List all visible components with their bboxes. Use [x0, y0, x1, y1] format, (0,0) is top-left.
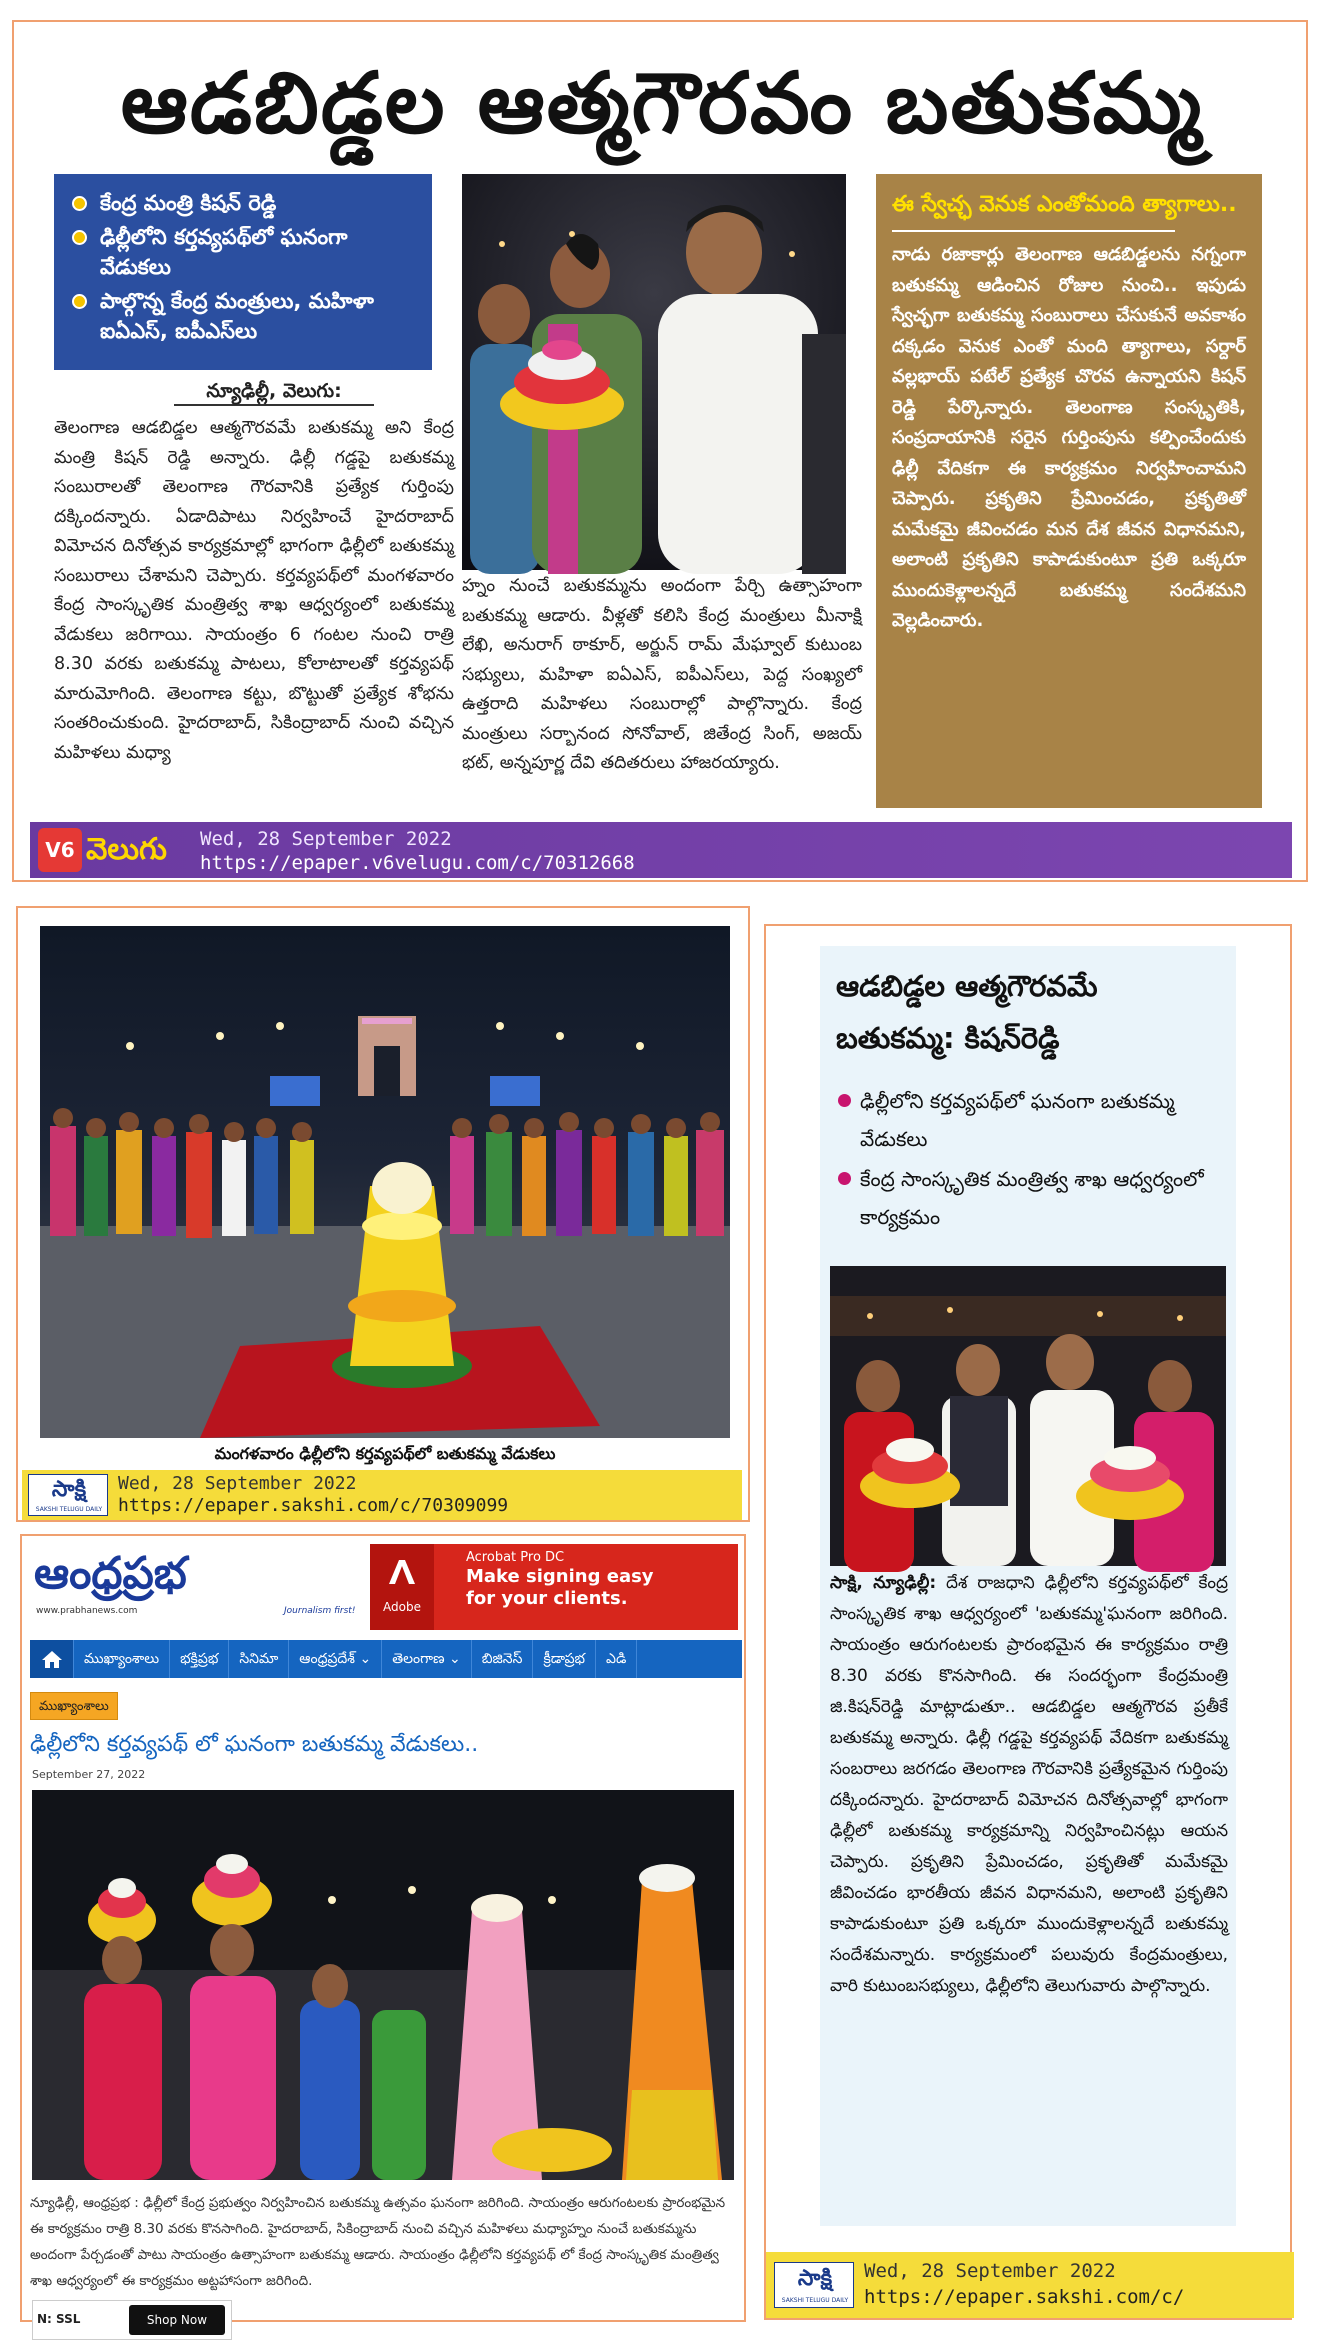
clip1-sidebar-heading: ఈ స్వేచ్ఛ వెనుక ఎంతోమంది త్యాగాలు..	[892, 192, 1237, 217]
clip1-highlights	[54, 174, 432, 370]
nav-home-button[interactable]	[30, 1640, 74, 1678]
clip3-highlight-item: కేంద్ర సాంస్కృతిక మంత్రిత్వ శాఖ ఆధ్వర్యంలో కార్యక్రమం	[834, 1160, 1230, 1236]
andhra-prabha-logo[interactable]: ఆంధ్రప్రభ www.prabhanews.com Journalism first!	[34, 1548, 356, 1616]
clip3-footer-date: Wed, 28 September 2022	[864, 2260, 1116, 2282]
adobe-logo: Adobe	[370, 1544, 434, 1630]
adobe-a-icon	[387, 1558, 417, 1586]
clip2-footer-date: Wed, 28 September 2022	[118, 1473, 357, 1494]
clip1-body-column-2: హ్నం నుంచే బతుకమ్మను అందంగా పేర్చి ఉత్సాహంగా బతుకమ్మ ఆడారు. వీళ్లతో కలిసి కేంద్ర మంత్రులు మీనాక్షి లేఖి, అనురాగ్ ఠాకూర్, అర్జున్ రామ్ మేఘ్వాల్ కుటుంబ సభ్యులు, మహిళా ఐఏఎస్, ఐపీఎస్‌లు, పెద్ద సంఖ్యలో ఉత్తరాది మహిళలు సంబురాల్లో పాల్గొన్నారు. కేంద్ర మంత్రులు సర్బానంద సోనోవాల్, జితేంద్ర సింగ్, అజయ్ భట్, అన్నపూర్ణ దేవి తదితరులు హాజరయ్యారు.	[462, 576, 862, 773]
clip1-photo-kishan-reddy-bathukamma	[462, 174, 846, 570]
clip1-sidebar-body: నాడు రజాకార్లు తెలంగాణ ఆడబిడ్డలను నగ్నంగా బతుకమ్మ ఆడించిన రోజుల నుంచి.. ఇపుడు స్వేచ్ఛగా బతుకమ్మ సంబురాలు చేసుకునే అవకాశం దక్కడం వెనుక ఎంతో మంది త్యాగాలు, సర్దార్ వల్లభాయ్ పటేల్ ప్రత్యేక చొరవ ఉన్నాయని కిషన్ రెడ్డి పేర్కొన్నారు. తెలంగాణ సంస్కృతికి, సంప్రదాయానికి సరైన గుర్తింపును కల్పించేందుకు ఢిల్లీ వేదికగా ఈ కార్యక్రమం నిర్వహించామని చెప్పారు. ప్రకృతిని ప్రేమించడం, ప్రకృతితో మమేకమై జీవించడం మన దేశ జీవన విధానమని, అలాంటి ప్రకృతిని కాపాడుకుంటూ ప్రతి ఒక్కరూ ముందుకెళ్లాలన్నదే బతుకమ్మ సందేశమని వెల్లడించారు.	[892, 244, 1246, 631]
clip2-source-footer	[22, 1470, 742, 1520]
ap-article-date: September 27, 2022	[32, 1768, 146, 1781]
nav-item-cinema[interactable]: సినిమా	[229, 1640, 289, 1678]
nav-item-edit[interactable]: ఎడి	[596, 1640, 637, 1678]
ad-product-name: Acrobat Pro DC	[466, 1550, 565, 1565]
ap-main-nav	[30, 1640, 742, 1678]
v6-velugu-logo: V6 వెలుగు	[38, 828, 188, 872]
ad-tagline: Make signing easy for your clients.	[466, 1566, 654, 1609]
nav-item-business[interactable]: బిజినెస్	[472, 1640, 534, 1678]
clip3-dateline: సాక్షి, న్యూఢిల్లీ:	[830, 1573, 937, 1593]
sakshi-article-clipping	[764, 924, 1292, 2320]
bullet-dot-icon	[72, 196, 87, 211]
sakshi-logo: సాక్షి SAKSHI TELUGU DAILY	[774, 2262, 854, 2308]
nav-item-andhra-pradesh[interactable]: ఆంధ్రప్రదేశ్ ⌄	[289, 1640, 382, 1678]
andhra-prabha-web-clipping	[20, 1534, 746, 2327]
clip3-highlights	[834, 1082, 1230, 1238]
clip3-article-panel	[820, 946, 1236, 2226]
v6-velugu-clipping	[12, 20, 1308, 882]
clip3-footer-url[interactable]: https://epaper.sakshi.com/c/	[864, 2286, 1185, 2308]
bullet-dot-icon	[838, 1094, 851, 1107]
clip1-sidebar-divider	[892, 230, 1175, 232]
clip1-sidebar-box	[876, 174, 1262, 808]
chevron-down-icon: ⌄	[359, 1651, 372, 1667]
clip1-headline: ఆడబిడ్డల ఆత్మగౌరవం బతుకమ్మ	[120, 54, 1204, 152]
nav-item-bhakti[interactable]: భక్తిప్రభ	[170, 1640, 229, 1678]
sakshi-photo-clipping	[16, 906, 750, 1522]
clip1-body-column-1: తెలంగాణ ఆడబిడ్డల ఆత్మగౌరవమే బతుకమ్మ అని కేంద్ర మంత్రి కిషన్ రెడ్డి అన్నారు. ఢిల్లీ గడ్డపై బతుకమ్మ సంబురాలతో తెలంగాణ గౌరవానికి ప్రత్యేక గుర్తింపు దక్కిందన్నారు. ఏడాదిపాటు నిర్వహించే హైదరాబాద్ విమోచన దినోత్సవ కార్యక్రమాల్లో భాగంగా ఢిల్లీలో బతుకమ్మ సంబురాలు చేశామని చెప్పారు. కర్తవ్యపథ్‌లో మంగళవారం కేంద్ర సాంస్కృతిక మంత్రిత్వ శాఖ ఆధ్వర్యంలో బతుకమ్మ వేడుకలు జరిగాయి. సాయంత్రం 6 గంటల నుంచి రాత్రి 8.30 వరకు బతుకమ్మ పాటలు, కోలాటాలతో కర్తవ్యపథ్ మారుమోగింది. తెలంగాణ కట్టు, బొట్టుతో ప్రత్యేక శోభను సంతరించుకుంది. హైదరాబాద్, సికింద్రాబాద్ నుంచి వచ్చిన మహిళలు మధ్యా	[54, 418, 454, 763]
clip1-source-footer	[30, 822, 1292, 878]
bullet-dot-icon	[838, 1172, 851, 1185]
clip3-highlight-item: ఢిల్లీలోని కర్తవ్యపథ్‌లో ఘనంగా బతుకమ్మ వేడుకలు	[834, 1082, 1230, 1158]
nav-item-sports[interactable]: క్రీడాప్రభ	[533, 1640, 596, 1678]
adobe-advertisement[interactable]	[370, 1544, 738, 1630]
shop-now-button[interactable]: Shop Now	[129, 2305, 225, 2335]
clip2-photo-kartavyapath-celebration	[40, 926, 730, 1438]
clip3-source-footer	[766, 2252, 1294, 2318]
clip3-article-body: సాక్షి, న్యూఢిల్లీ: దేశ రాజధాని ఢిల్లీలోని కర్తవ్యపథ్‌లో కేంద్ర సాంస్కృతిక శాఖ ఆధ్వర్యంలో 'బతుకమ్మ'ఘనంగా జరిగింది. సాయంత్రం ఆరుగంటలకు ప్రారంభమైన ఈ కార్యక్రమం రాత్రి 8.30 వరకు కొనసాగింది. ఈ సందర్భంగా కేంద్రమంత్రి జి.కిషన్‌రెడ్డి మాట్లాడుతూ.. ఆడబిడ్డల ఆత్మగౌరవ ప్రతీకే బతుకమ్మ అన్నారు. ఢిల్లీ గడ్డపై కర్తవ్యపథ్ వేదికగా బతుకమ్మ సంబరాలు జరగడం తెలంగాణ గౌరవానికి ప్రత్యేకమైన గుర్తింపు దక్కిందన్నారు. హైదరాబాద్ విమోచన దినోత్సవాల్లో భాగంగా ఢిల్లీలో బతుకమ్మ కార్యక్రమాన్ని నిర్వహించినట్లు ఆయన చెప్పారు. ప్రకృతిని ప్రేమించడం, ప్రకృతితో మమేకమై జీవించడం భారతీయ జీవన విధానమని, అలాంటి ప్రకృతిని కాపాడుకుంటూ ప్రతి ఒక్కరూ ముందుకెళ్లాలన్నదే బతుకమ్మ సందేశమన్నారు. కార్యక్రమంలో పలువురు కేంద్రమంత్రులు, వారి కుటుంబసభ్యులు, ఢిల్లీలోని తెలుగువారు పాల్గొన్నారు.	[830, 1573, 1228, 1996]
clip1-footer-url[interactable]: https://epaper.v6velugu.com/c/70312668	[200, 852, 635, 874]
clip3-photo-ministers-bathukamma	[830, 1266, 1226, 1566]
bullet-dot-icon	[72, 230, 87, 245]
clip2-photo-caption: మంగళవారం ఢిల్లీలోని కర్తవ్యపథ్‌లో బతుకమ్మ వేడుకలు	[214, 1444, 556, 1463]
clip1-footer-date: Wed, 28 September 2022	[200, 828, 452, 850]
ssl-ad-banner[interactable]: N: SSL Shop Now	[32, 2300, 232, 2340]
nav-item-headlines[interactable]: ముఖ్యాంశాలు	[74, 1640, 170, 1678]
clip1-dateline: న్యూఢిల్లీ, వెలుగు:	[174, 376, 374, 406]
bullet-dot-icon	[72, 294, 87, 309]
sakshi-logo: సాక్షి SAKSHI TELUGU DAILY	[28, 1474, 108, 1516]
category-tag[interactable]: ముఖ్యాంశాలు	[30, 1692, 118, 1720]
clip1-highlight-item: కేంద్ర మంత్రి కిషన్ రెడ్డి	[70, 188, 416, 218]
nav-item-telangana[interactable]: తెలంగాణ ⌄	[382, 1640, 472, 1678]
clip1-highlight-item: ఢిల్లీలోని కర్తవ్యపథ్‌లో ఘనంగా వేడుకలు	[70, 222, 416, 282]
home-icon	[41, 1649, 63, 1669]
ap-article-body: న్యూఢిల్లీ, ఆంధ్రప్రభ : ఢిల్లీలో కేంద్ర ప్రభుత్వం నిర్వహించిన బతుకమ్మ ఉత్సవం ఘనంగా జరిగింది. సాయంత్రం ఆరుగంటలకు ప్రారంభమైన ఈ కార్యక్రమం రాత్రి 8.30 వరకు కొనసాగింది. హైదరాబాద్, సికింద్రాబాద్ నుంచి వచ్చిన మహిళలు మధ్యాహ్నం నుంచే బతుకమ్మను అందంగా పేర్చడంతో పాటు సాయంత్రం ఉత్సాహంగా బతుకమ్మ ఆడారు. సాయంత్రం ఢిల్లీలోని కర్తవ్యపథ్ లో కేంద్ర సాంస్కృతిక మంత్రిత్వ శాఖ ఆధ్వర్యంలో ఈ కార్యక్రమం అట్టహాసంగా జరిగింది.	[30, 2195, 726, 2289]
clip2-footer-url[interactable]: https://epaper.sakshi.com/c/70309099	[118, 1495, 509, 1516]
clip1-highlight-item: పాల్గొన్న కేంద్ర మంత్రులు, మహిళా ఐఏఎస్, ఐపీఎస్‌లు	[70, 286, 416, 346]
chevron-down-icon: ⌄	[449, 1651, 461, 1667]
ap-article-title[interactable]: ఢిల్లీలోని కర్తవ్యపథ్ లో ఘనంగా బతుకమ్మ వేడుకలు..	[30, 1732, 479, 1757]
clip3-headline: ఆడబిడ్డల ఆత్మగౌరవమే బతుకమ్మ: కిషన్‌రెడ్డి	[836, 969, 1098, 1055]
